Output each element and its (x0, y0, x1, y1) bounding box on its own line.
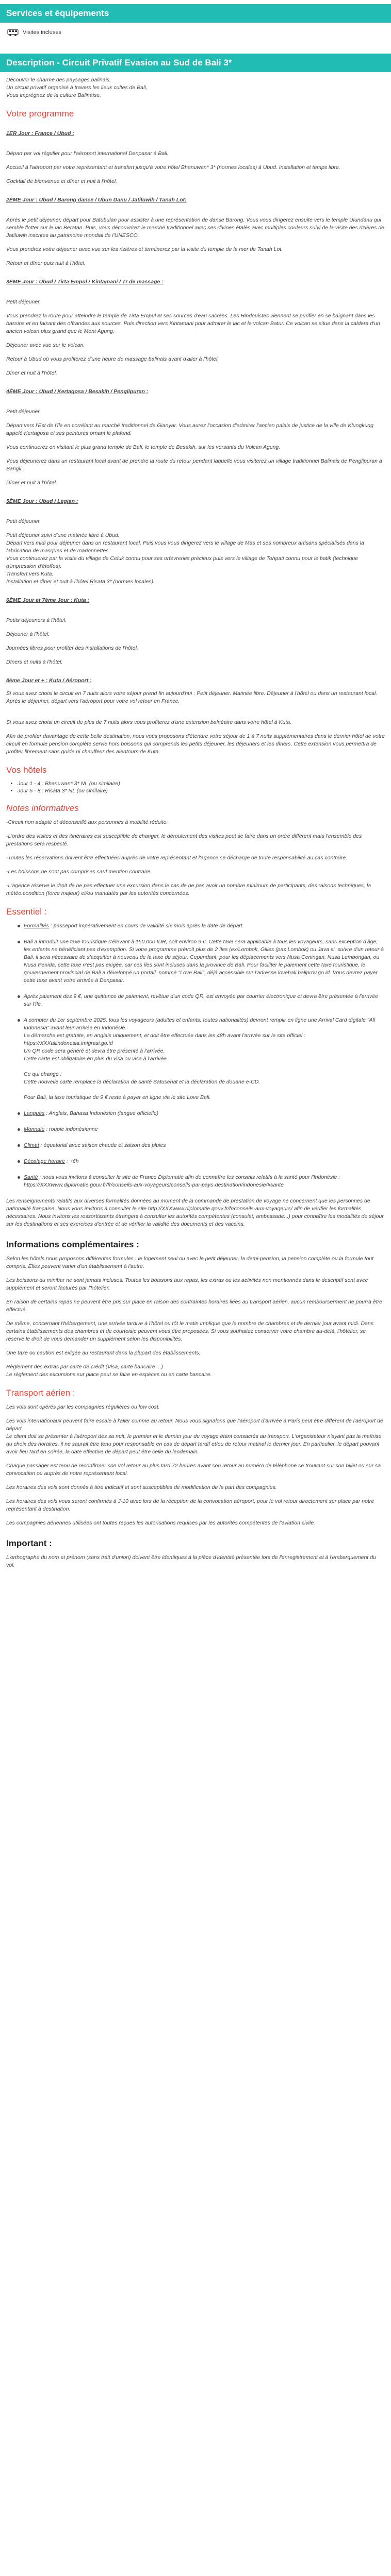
day5-text: Petit déjeuner. (6, 518, 41, 524)
day4-text: Vous continuerez en visitant le plus grand temple de Bali, le temple de Besakih, sur les versants du Volcan Agung. (6, 444, 281, 450)
day1-text: Départ par vol régulier pour l'aéroport international Denpasar à Bali. (6, 150, 169, 157)
day6-title: 6ÈME Jour et 7ème Jour : Kuta : (6, 597, 90, 603)
essentiel-item (18, 1158, 385, 1165)
note-text: -Les boissons ne sont pas comprises sauf mention contraire. (6, 869, 152, 875)
day1-text: Cocktail de bienvenue et dîner et nuit à l'hôtel. (6, 178, 118, 184)
day8-title: 8ème Jour et + : Kuta / Aéroport : (6, 677, 92, 684)
note-text: -L'ordre des visites et des itinéraires est susceptible de changer, le déroulement des visites peut se faire dans un ordre différent mais l'ensemble des prestations sera respecté. (6, 833, 362, 847)
info-title: Informations complémentaires : (6, 1240, 139, 1249)
description-content (0, 72, 391, 1586)
transport-text: Les vols internationaux peuvent faire escale à l'aller comme au retour. Nous vous signalons que l'aéroport d'arrivée à Paris peut être différent de l'aéroport de départ. Le client doit se présenter à l'aéroport dès sa nuit, le premier et le dernier jour du voyage étant consacrés au transport. L'organisateur n'ayant pas la maîtrise du choix des horaires, il ne saurait être tenu pour responsable en cas de départ tardif et/ou de retour matinal le dernier jour. En particulier, le départ pouvant avoir lieu tard en soirée, la date effective de départ peut être celle du lendemain. (6, 1418, 383, 1455)
day1-title: 1ER Jour : France / Ubud : (6, 130, 74, 137)
intro-line: Vous imprégnez de la culture Balinaise. (6, 92, 102, 98)
day2-text: Retour et dîner puis nuit à l'hôtel. (6, 260, 86, 266)
transport-text: Les horaires des vols sont donnés à titre indicatif et sont susceptibles de modification de la part des compagnies. (6, 1484, 277, 1490)
info-text: Une taxe ou caution est exigée au restaurant dans la plupart des établissements. (6, 1350, 201, 1356)
programme-title: Votre programme (6, 109, 74, 118)
transport-text: Les compagnies aériennes utilisées ont toutes reçues les autorisations requises par les autorités compétentes de l'aviation civile. (6, 1520, 316, 1526)
day3-text: Petit déjeuner. (6, 299, 41, 305)
hotels-list (18, 781, 385, 794)
day8-text: Afin de profiter davantage de cette belle destination, nous vous proposons d'étendre votre séjour de 1 à 7 nuits supplémentaires dans le dernier hôtel de votre circuit en formule pension complète servie hors boissons qui comprends les petits déjeuner, les déjeuners et les dîners. Cette extension vous permettra de profiter librement sans guide ni chauffeur des alentours de Kuta. (6, 733, 385, 755)
essentiel-item (18, 1110, 385, 1117)
essentiel-after: Les renseignements relatifs aux diverses formalités données au moment de la commande de prestation de voyage ne concernent que les personnes de nationalité française. Nous vous invitons à consulter le site http://XXXwww.diplomatie.gouv.fr/fr/conseils-aux-voyageurs/ afin de vérifier les formalités nécessaires. Nous invitons les ressortissants étrangers à consulter les autorités compétentes (consulat, ambassade...) pour connaître les modalités de séjour sur les destinations et ses exercices d'entrée et de vérifier la validité des documents et des vaccins. (6, 1198, 384, 1227)
day6-text: Dîners et nuits à l'hôtel. (6, 659, 63, 665)
day2-text: Après le petit déjeuner, départ pour Batubulan pour assister à une représentation de danse Barong. Vous vous dirigerez ensuite vers le temple Ulundanu qui semble flotter sur le lac Beratan. Puis, vous découvrirez le marché traditionnel avec ses divines étalés avec multiples couleurs suivi de la visite des rizières de Jatiluwih inscrites au patrimoine mondial de l'UNESCO. (6, 217, 385, 239)
transport-text: Les horaires des vols vous seront confirmés à J-10 avec lors de la réception de la convocation aéroport, pour le vol retour directement sur place par notre représentant à destination. (6, 1498, 374, 1512)
essentiel-text: Après paiement des 9 €, une quittance de paiement, revêtue d'un code QR, est envoyée par courrier électronique et devra être présentée à l'arrivée sur l'île. (24, 993, 378, 1007)
essentiel-text: : passeport impérativement en cours de validité six mois après la date de départ. (49, 923, 244, 929)
description-title: Description - Circuit Privatif Evasion au Sud de Bali 3* (6, 58, 232, 67)
important-title: Important : (6, 1538, 52, 1548)
day3-text: Retour à Ubud où vous profiterez d'une heure de massage balinais avant d'aller à l'hôtel. (6, 356, 219, 362)
essentiel-title: Essentiel : (6, 907, 47, 917)
day3-text: Vous prendrez la route pour atteindre le temple de Tirta Empul et ses sources d'eau sacrées. Les Hindouistes viennent se purifier en se baignant dans les bassins et en faisant des offrandes aux sources. Puis direction vers Kintamani pour admirer le lac et le volcan Batur. Ce volcan se situe dans la caldera d'un ancien volcan plus grand que le Mont Agung. (6, 313, 380, 334)
note-text: -Circuit non adapté et déconseillé aux personnes à mobilité réduite. (6, 819, 168, 825)
info-text: Selon les hôtels nous proposons différentes formules : le logement seul ou avec le petit déjeuner, la demi-pension, la pension complète ou la formule tout compris. Elles peuvent varier d'un établissement à l'autre. (6, 1256, 374, 1269)
hotel-item: • Jour 1 - 4 : Bhanuwan* 3* NL (ou similaire) (18, 781, 385, 787)
essentiel-text: : +6h (64, 1158, 79, 1164)
day4-text: Petit déjeuner. (6, 409, 41, 415)
essentiel-text: Bali a introduit une taxe touristique s'élevant à 150.000 IDR, soit environ 9 €. Cette taxe sera applicable à tous les voyageurs, sans exception d'âge, les enfants ne bénéficiant pas d'exemption. Si votre programme prévoit plus de 2 îles (ex/Lombok, Gilles (pas Lombok) ou Java si, suivre d'un retour à Bali, il sera nécessaire de s'acquitter à nouveau de la taxe de séjour. Cependant, pour les déplacements vers Nusa Ceningan, Nusa Lembongan, ou Nusa Penida, cette taxe n'est pas exigée, car ces îles sont incluses dans la province de Bali. Pour faciliter le paiement cette taxe touristique, le gouvernement provincial de Bali a développé un portail, nommé "Love Bali", déjà accessible sur l'adresse lovebali.baliprov.go.id. Vous devrez payer cette taxe avant votre arrivée à Denpasar. (24, 939, 384, 984)
essentiel-label: Santé (24, 1174, 38, 1180)
essentiel-text: : Anglais, Bahasa Indonésien (langue officielle) (44, 1110, 159, 1116)
day3-text: Déjeuner avec vue sur le volcan. (6, 342, 85, 348)
essentiel-label: Monnaie (24, 1126, 45, 1132)
intro-line: Un circuit privatif organisé à travers les lieux cultes de Bali, (6, 84, 148, 91)
essentiel-label: Climat (24, 1142, 39, 1148)
info-text: Règlement des extras par carte de crédit (Visa, carte bancaire ...) Le règlement des excursions sur place peut se faire en espèces ou en carte bancaire. (6, 1364, 212, 1378)
note-text: -L'agence réserve le droit de ne pas effectuer une excursion dans le cas de ne pas avoir un nombre minimum de participants, des raisons techniques, la météo.condition (force majeur) et/ou mandatés par les autorités concernées. (6, 883, 371, 896)
hotel-item: • Jour 5 - 8 : Risata 3* NL (ou similaire) (18, 788, 385, 794)
day4-text: Dîner et nuit à l'hôtel. (6, 480, 57, 486)
day2-text: Vous prendrez votre déjeuner avec vue sur les rizières et terminerez par la visite du temple de la mer de Tanah Lot. (6, 246, 283, 252)
description-header (0, 54, 391, 72)
day6-text: Déjeuner à l'hôtel. (6, 631, 50, 637)
transport-text: Les vols sont opérés par les compagnies régulières ou low cost. (6, 1404, 160, 1410)
day8-text: Si vous avez choisi un circuit de plus de 7 nuits alors vous profiterez d'une extension balnéaire dans votre hôtel à Kuta. (6, 719, 291, 725)
tour-bus-icon (7, 28, 19, 37)
essentiel-item (18, 1126, 385, 1133)
notes-title: Notes informatives (6, 803, 79, 813)
essentiel-label: Formalités (24, 923, 50, 929)
essentiel-item (18, 1174, 385, 1189)
day3-title: 3ÈME Jour : Ubud / Tirta Empul / Kintamani / Tr de massage : (6, 279, 164, 285)
services-header (0, 4, 391, 23)
intro (6, 76, 385, 99)
day6-text: Petits déjeuners à l'hôtel. (6, 617, 67, 623)
essentiel-item (18, 993, 385, 1008)
essentiel-text: : nous vous invitons à consulter le site de France Diplomatie afin de connaître les conseils relatifs à la santé pour l'Indonésie : https://XXXwww.diplomatie.gouv.fr/fr/conseils-aux-voyageurs/conseils-par-pays-destination/indonesie/#sante (24, 1174, 340, 1188)
info-text: Les boissons du minibar ne sont jamais incluses. Toutes les boissons aux repas, les extras ou les activités non mentionnés dans le descriptif sont avec supplément et seront facturés par l'hôtelier. (6, 1277, 368, 1291)
day5-title: 5ÈME Jour : Ubud / Legian : (6, 498, 78, 504)
essentiel-text: : équatorial avec saison chaude et saison des pluies (39, 1142, 166, 1148)
essentiel-item (18, 1016, 385, 1101)
essentiel-label: Décalage horaire (24, 1158, 65, 1164)
day5-text: Petit déjeuner suivi d'une matinée libre à Ubud. Départ vers midi pour déjeuner dans un restaurant local. Puis vous vous dirigerez vers le village de Mas et ses nombreux artisans spécialisés dans la fabrication de masques et de marionnettes. Vous continuerez par la visite du village de Celuk connu pour ses orfèvreries précieux puis vers le village de Tohpati connu pour le batik (technique d'impression d'étoffes). Transfert vers Kuta. Installation et dîner et nuit à l'hôtel Risata 3* (normes locales). (6, 532, 364, 585)
essentiel-text: : roupie indonésienne (44, 1126, 98, 1132)
intro-line: Découvrir le charme des paysages balinais, (6, 77, 111, 83)
essentiel-label: Langues (24, 1110, 45, 1116)
services-title: Services et équipements (6, 8, 109, 18)
essentiel-text: A compter du 1er septembre 2025, tous les voyageurs (adultes et enfants, toutes nationalités) devront remplir en ligne une Arrival Card digitale "All Indonesia" avant leur arrivée en Indonésie. La démarche est gratuite, en anglais uniquement, et doit être effectuée dans les 48h avant l'arrivée sur le site officiel : https://XXXallindonesia.imigrasi.go.id Un QR code sera généré et devra être présenté à l'arrivée. Cette carte est obligatoire en plus du visa ou visa à l'arrivée. Ce qui change : Cette nouvelle carte remplace la déclaration de santé Satusehat et la déclaration de douane e-CD. Pour Bali, la taxe touristique de 9 € reste à payer en ligne via le site Love Bali. (24, 1017, 376, 1100)
important-text: L'orthographe du nom et prénom (sans trait d'union) doivent être identiques à la pièce d'identité présentée lors de l'enregistrement et à l'embarquement du vol. (6, 1554, 376, 1568)
essentiel-item (18, 922, 385, 930)
note-text: -Toutes les réservations doivent être effectuées auprès de votre représentant et l'agence se décharge de toute responsabilité au cas contraire. (6, 855, 348, 861)
transport-text: Chaque passager est tenu de reconfirmer son vol retour au plus tard 72 heures avant son retour au numéro de téléphone se trouvant sur son billet ou sur sa convocation ou auprès de notre représentant local. (6, 1463, 381, 1477)
day3-text: Dîner et nuit à l'hôtel. (6, 370, 57, 376)
info-text: En raison de certains repas ne peuvent être pris sur place en raison des contraintes horaires liées au transport aérien, aucun rembourserment ne pourra être effectué. (6, 1299, 382, 1313)
info-text: De même, concernant l'hébergement, une arrivée tardive à l'hôtel ou tôt le matin implique que le nombre de chambres et de dernier jour avant midi. Dans certains établissements des chambres et de courtoisie peuvent vous être proposées. Si vous souhaitez conserver votre chambre au-delà, l'hôtelier, se réserve le droit de vous demander un supplément selon les disponibilités. (6, 1320, 373, 1342)
service-item-visits: Visites incluses (23, 29, 61, 36)
hotels-title: Vos hôtels (6, 765, 47, 775)
transport-title: Transport aérien : (6, 1388, 75, 1398)
essentiel-item (18, 938, 385, 985)
essentiel-list (18, 922, 385, 1189)
services-list (0, 23, 391, 42)
day4-text: Départ vers l'Est de l'île en corrélant au marché traditionnel de Gianyar. Vous aurez l'occasion d'admirer l'ancien palais de justice de la ville de Klungkung appelé Kertagosa et ses peintures ornant le plafond. (6, 422, 373, 436)
day8-text: Si vous avez choisi le circuit en 7 nuits alors votre séjour prend fin aujourd'hui : Petit déjeuner. Matinée libre. Déjeuner à l'hôtel ou dans un restaurant local. Après le déjeuner, départ vers l'aéroport pour votre vol retour en France. (6, 690, 378, 704)
day1-text: Accueil à l'aéroport par votre représentant et transfert jusqu'à votre hôtel Bhanuwan* 3* (normes locales) à Ubud. Installation et temps libre. (6, 164, 340, 171)
day2-title: 2ÈME Jour : Ubud / Barong dance / Ubun Danu / Jatiluwih / Tanah Lot: (6, 197, 187, 203)
day4-text: Vous déjeunerez dans un restaurant local avant de prendre la route du retour pendant laquelle vous visiterez un village traditionnel Balinais de Penglipuran à Bangli. (6, 458, 382, 472)
essentiel-item (18, 1142, 385, 1149)
day4-title: 4ÈME Jour : Ubud / Kertagosa / Besakih / Penglipuran : (6, 388, 149, 395)
day6-text: Journées libres pour profiter des installations de l'hôtel. (6, 645, 138, 651)
